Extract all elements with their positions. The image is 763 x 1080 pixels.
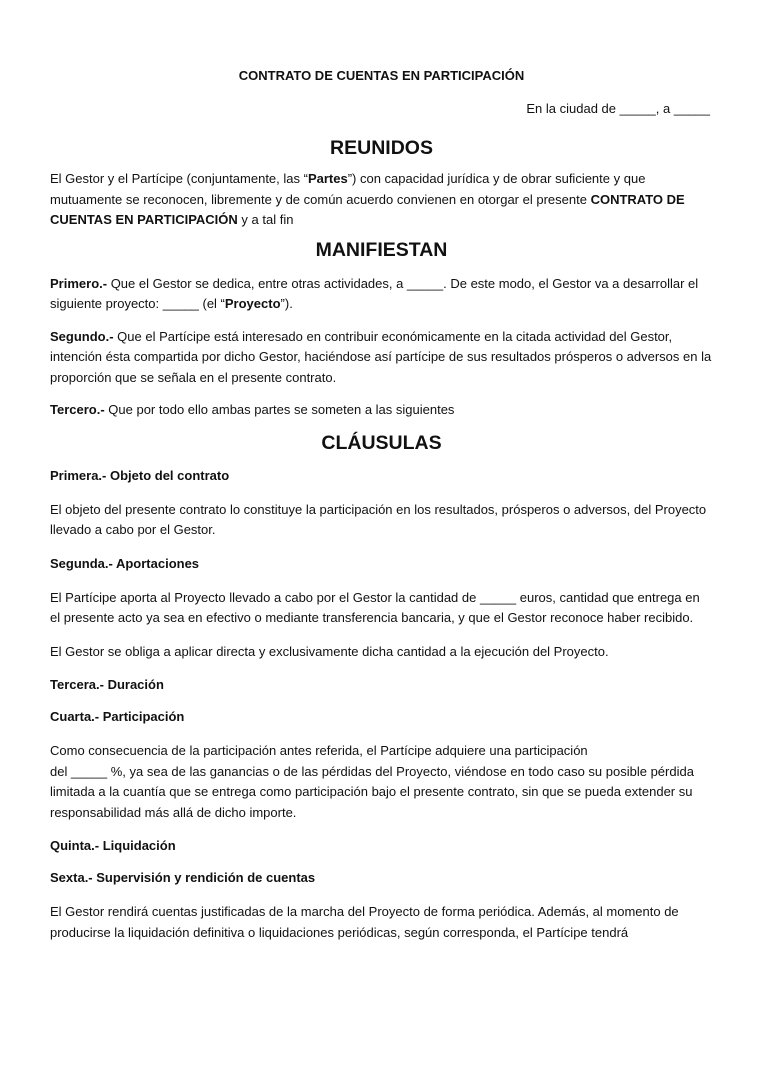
clausula-cuarta-text xyxy=(50,741,713,823)
reunidos-text-1: El Gestor y el Partícipe (conjuntamente, las “ xyxy=(50,171,308,186)
clausula-primera-text: El objeto del presente contrato lo constituye la participación en los resultados, prósperos o adversos, del Proyecto llevado a cabo por el Gestor. xyxy=(50,501,707,537)
clausula-segunda-text-1: El Partícipe aporta al Proyecto llevado a cabo por el Gestor la cantidad de _____ euros, cantidad que entrega en el presente acto ya sea en efectivo o mediante transferencia bancaria, y que el Gestor reconoce haber recibido. xyxy=(50,589,700,625)
segundo-label: Segundo.- xyxy=(50,328,114,344)
clausula-cuarta-text-2: del _____ %, ya sea de las ganancias o de las pérdidas del Proyecto, viéndose en todo caso su posible pérdida limitada a la cuantía que se entrega como participación bajo el presente contrato, sin que se pueda extender su responsabilidad más allá de dicho importe. xyxy=(50,763,694,820)
clausula-tercera-title: Tercera.- Duración xyxy=(50,677,164,692)
segundo-text: Que el Partícipe está interesado en contribuir económicamente en la citada actividad del Gestor, intención ésta compartida por dicho Gestor, haciéndose así partícipe de sus resultados prósperos o adversos en la proporción que se señala en el presente contrato. xyxy=(50,328,712,385)
clausula-cuarta-title: Cuarta.- Participación xyxy=(50,709,185,724)
place-date-line: En la ciudad de _____, a _____ xyxy=(526,101,710,116)
reunidos-text-2: ”) con capacidad jurídica y de obrar suficiente y que mutuamente se reconocen, libremente y de común acuerdo convienen en otorgar el presente xyxy=(50,171,646,207)
clausula-segunda-text-2: El Gestor se obliga a aplicar directa y exclusivamente dicha cantidad a la ejecución del Proyecto. xyxy=(50,643,609,659)
clausula-segunda-title: Segunda.- Aportaciones xyxy=(50,555,200,571)
clausula-quinta-title: Quinta.- Liquidación xyxy=(50,838,176,853)
primero-text-1: Que el Gestor se dedica, entre otras actividades, a _____. De este modo, el Gestor va a desarrollar el siguiente proyecto: _____ (el “ xyxy=(50,275,699,311)
reunidos-text-3: y a tal fin xyxy=(237,212,294,227)
document-title: CONTRATO DE CUENTAS EN PARTICIPACIÓN xyxy=(238,68,525,83)
tercero-label: Tercero.- xyxy=(50,402,105,417)
reunidos-heading: REUNIDOS xyxy=(330,137,433,159)
clausula-primera-title: Primera.- Objeto del contrato xyxy=(50,467,230,483)
primero-label: Primero.- xyxy=(50,275,108,291)
clausulas-heading: CLÁUSULAS xyxy=(321,431,442,454)
primero-paragraph xyxy=(50,274,713,315)
tercero-text: Que por todo ello ambas partes se someten a las siguientes xyxy=(104,402,455,417)
segundo-paragraph xyxy=(50,327,713,389)
primero-text-2: ”). xyxy=(280,296,293,311)
tercero-paragraph xyxy=(50,400,713,421)
clausula-sexta-text: El Gestor rendirá cuentas justificadas de la marcha del Proyecto de forma periódica. Además, al momento de producirse la liquidación definitiva o liquidaciones periódicas, según corresponda, el Partícipe tendrá xyxy=(50,904,679,940)
partes-term: Partes xyxy=(307,171,348,186)
clausula-cuarta-text-1: Como consecuencia de la participación antes referida, el Partícipe adquiere una participación xyxy=(50,743,588,758)
proyecto-term: Proyecto xyxy=(224,296,281,311)
manifiestan-heading: MANIFIESTAN xyxy=(315,238,448,261)
reunidos-paragraph xyxy=(50,169,713,231)
clausula-sexta-title: Sexta.- Supervisión y rendición de cuentas xyxy=(50,870,316,885)
contract-name: CONTRATO DE CUENTAS EN PARTICIPACIÓN xyxy=(50,191,685,227)
